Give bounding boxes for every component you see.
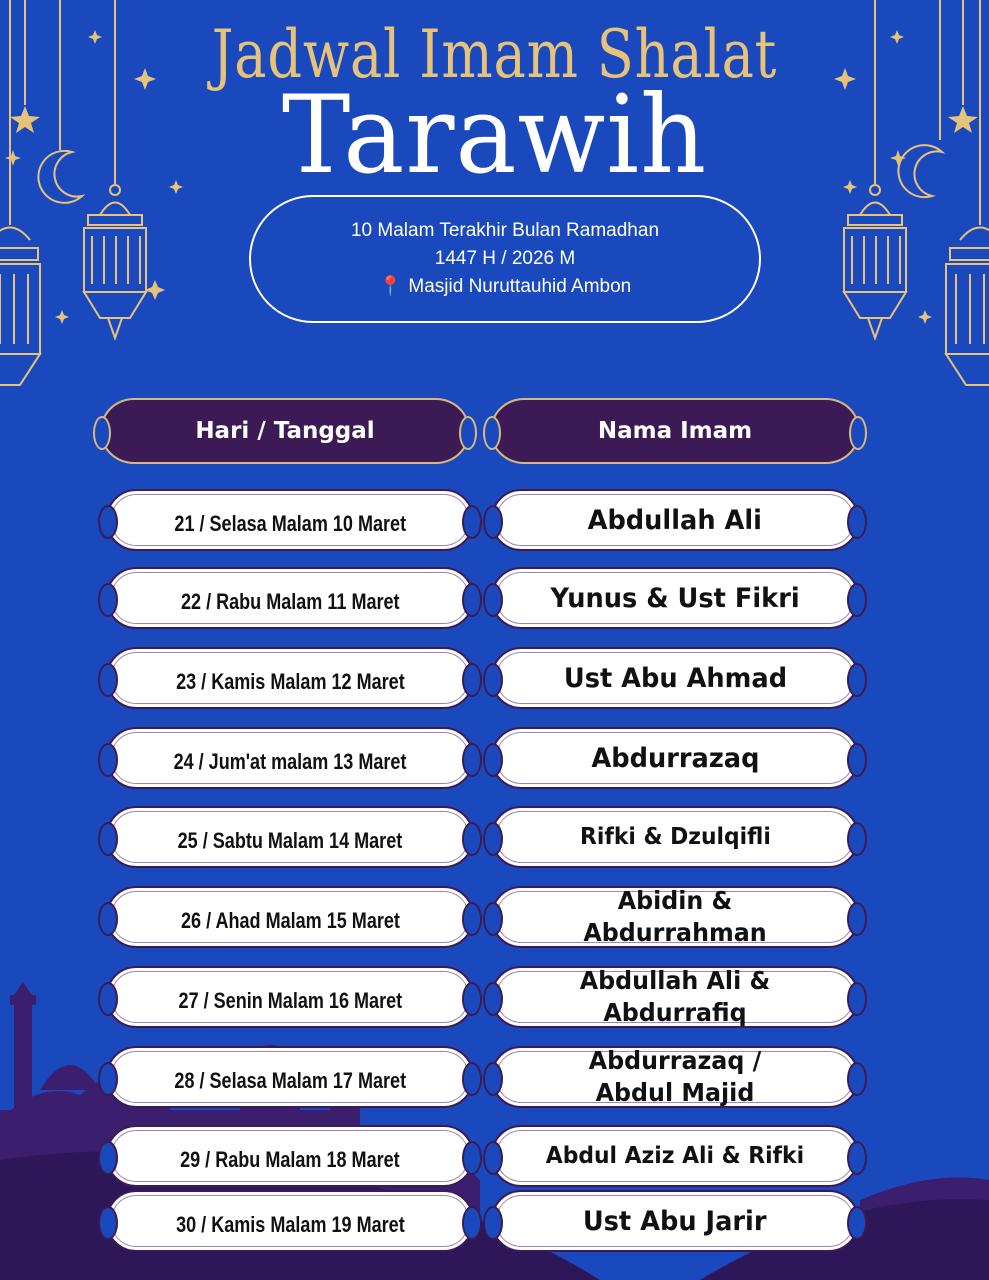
imam-cell [491, 1190, 859, 1252]
imam-cell [491, 647, 859, 709]
imam-text: Yunus & Ust Fikri [550, 582, 800, 614]
date-cell [106, 489, 474, 551]
date-text: 24 / Jum'at malam 13 Maret [173, 749, 407, 774]
title-line-1: Jadwal Imam Shalat [211, 16, 778, 93]
imam-text: Ust Abu Jarir [583, 1205, 767, 1237]
imam-cell [491, 1046, 859, 1108]
date-text: 26 / Ahad Malam 15 Maret [180, 908, 400, 933]
date-cell [106, 966, 474, 1028]
imam-cell [491, 806, 859, 868]
date-cell [106, 806, 474, 868]
date-cell [106, 647, 474, 709]
date-cell [106, 1190, 474, 1252]
date-text: 27 / Senin Malam 16 Maret [178, 988, 402, 1013]
date-text: 29 / Rabu Malam 18 Maret [180, 1147, 400, 1172]
date-cell [106, 727, 474, 789]
imam-cell [491, 567, 859, 629]
imam-cell [491, 1125, 859, 1187]
imam-text: Abidin & Abdurrahman [583, 886, 767, 947]
imam-cell [491, 886, 859, 948]
imam-text: Abdullah Ali [587, 504, 763, 536]
date-text: 21 / Selasa Malam 10 Maret [174, 511, 406, 536]
date-cell [106, 1046, 474, 1108]
date-cell [106, 886, 474, 948]
header-date-label: Hari / Tanggal [195, 418, 375, 444]
info-box [249, 195, 761, 323]
imam-text: Abdurrazaq [590, 742, 760, 774]
date-text: 30 / Kamis Malam 19 Maret [175, 1212, 405, 1237]
imam-text: Ust Abu Ahmad [563, 662, 787, 694]
location-text: Masjid Nuruttauhid Ambon [408, 276, 632, 297]
header-date [100, 398, 470, 464]
imam-text: Abdullah Ali & Abdurrafiq [579, 966, 771, 1027]
imam-text: Rifki & Dzulqifli [579, 823, 771, 850]
imam-cell [491, 489, 859, 551]
header-imam-label: Nama Imam [597, 418, 753, 444]
date-text: 23 / Kamis Malam 12 Maret [175, 669, 405, 694]
imam-cell [491, 727, 859, 789]
date-text: 28 / Selasa Malam 17 Maret [174, 1068, 406, 1093]
info-location [379, 273, 632, 301]
info-line-1: 10 Malam Terakhir Bulan Ramadhan [350, 220, 660, 241]
date-text: 25 / Sabtu Malam 14 Maret [177, 828, 403, 853]
imam-text: Abdul Aziz Ali & Rifki [545, 1142, 805, 1169]
date-text: 22 / Rabu Malam 11 Maret [180, 589, 400, 614]
imam-text: Abdurrazaq / Abdul Majid [588, 1046, 762, 1107]
imam-cell [491, 966, 859, 1028]
pin-icon: 📍 [378, 276, 403, 297]
header-imam [490, 398, 860, 464]
title-line-2: Tarawih [281, 73, 708, 198]
date-cell [106, 1125, 474, 1187]
date-cell [106, 567, 474, 629]
info-line-2: 1447 H / 2026 M [434, 248, 576, 269]
